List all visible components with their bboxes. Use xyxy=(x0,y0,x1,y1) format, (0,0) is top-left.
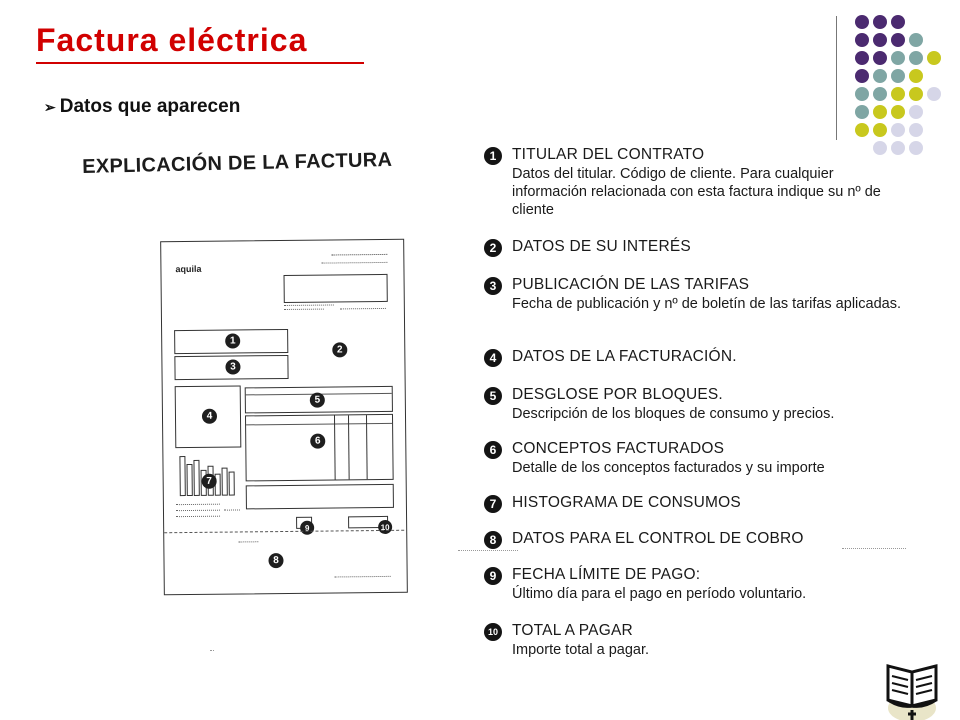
vertical-divider xyxy=(836,16,837,140)
decorative-dot xyxy=(891,15,905,29)
decorative-dot xyxy=(873,69,887,83)
book-icon xyxy=(882,656,944,720)
legend-heading: TOTAL A PAGAR xyxy=(512,622,633,639)
legend-heading: TITULAR DEL CONTRATO xyxy=(512,146,705,163)
decorative-dot xyxy=(891,69,905,83)
legend-heading: FECHA LÍMITE DE PAGO: xyxy=(512,566,701,583)
invoice-section-tarifas xyxy=(174,355,288,380)
decorative-dot xyxy=(855,33,869,47)
decorative-dot xyxy=(927,87,941,101)
decorative-dot xyxy=(909,123,923,137)
legend-heading: DESGLOSE POR BLOQUES. xyxy=(512,386,723,403)
decorative-dot xyxy=(909,69,923,83)
decorative-dot xyxy=(855,105,869,119)
decorative-dot xyxy=(909,141,923,155)
invoice-section-facturacion xyxy=(175,385,242,448)
histogram-bar xyxy=(193,460,199,496)
invoice-header-line xyxy=(331,254,387,256)
invoice-section-conceptos xyxy=(245,414,394,482)
invoice-marker: 1 xyxy=(225,333,240,348)
legend-description: Importe total a pagar. xyxy=(512,642,650,658)
invoice-marker: 2 xyxy=(332,342,347,357)
invoice-marker: 8 xyxy=(268,553,283,568)
decorative-dot xyxy=(909,105,923,119)
invoice-dotted-line xyxy=(176,510,220,511)
scan-artifact xyxy=(842,548,906,549)
invoice-dotted-line xyxy=(284,309,324,310)
invoice-dotted-line xyxy=(321,262,387,264)
decorative-dot xyxy=(927,51,941,65)
legend-number-badge: 2 xyxy=(484,239,502,257)
decorative-dot xyxy=(873,141,887,155)
invoice-marker: 3 xyxy=(225,359,240,374)
bullet-text: Datos que aparecen xyxy=(59,96,241,117)
decorative-dot xyxy=(855,123,869,137)
decorative-dot xyxy=(891,105,905,119)
legend-description: Último día para el pago en período voluntario. xyxy=(512,586,807,602)
invoice-diagram xyxy=(160,239,408,596)
invoice-section-bloques xyxy=(245,386,393,414)
legend-heading: DATOS DE SU INTERÉS xyxy=(512,238,691,255)
legend-heading: DATOS PARA EL CONTROL DE COBRO xyxy=(512,530,804,547)
arrow-bullet-icon: ➢ xyxy=(44,98,56,115)
decorative-dot xyxy=(873,51,887,65)
legend-number-badge: 1 xyxy=(484,147,502,165)
legend-description: Detalle de los conceptos facturados y su importe xyxy=(512,460,825,476)
decorative-dot xyxy=(855,15,869,29)
bullet-item xyxy=(44,96,240,118)
invoice-section-titular xyxy=(174,329,288,354)
decorative-dot xyxy=(873,105,887,119)
decorative-dot xyxy=(909,87,923,101)
scan-heading: EXPLICACIÓN DE LA FACTURA xyxy=(82,148,393,178)
decorative-dot xyxy=(891,51,905,65)
decorative-dot xyxy=(891,141,905,155)
invoice-marker: 9 xyxy=(300,521,314,535)
legend-number-badge: 3 xyxy=(484,277,502,295)
legend-number-badge: 10 xyxy=(484,623,502,641)
legend-heading: CONCEPTOS FACTURADOS xyxy=(512,440,725,457)
invoice-marker: 4 xyxy=(202,409,217,424)
invoice-logo: aquila xyxy=(175,263,202,275)
slide-title: Factura eléctrica xyxy=(36,22,308,58)
decorative-dot xyxy=(891,33,905,47)
scan-artifact xyxy=(458,550,518,551)
decorative-dot xyxy=(891,87,905,101)
invoice-marker: 10 xyxy=(378,520,392,534)
decorative-dot xyxy=(855,87,869,101)
table-cell xyxy=(366,415,368,479)
legend-number-badge: 7 xyxy=(484,495,502,513)
legend-heading: PUBLICACIÓN DE LAS TARIFAS xyxy=(512,276,750,293)
invoice-marker: 7 xyxy=(202,474,217,489)
invoice-marker: 5 xyxy=(310,393,325,408)
legend-description: Descripción de los bloques de consumo y precios. xyxy=(512,406,835,422)
legend-number-badge: 8 xyxy=(484,531,502,549)
legend-number-badge: 9 xyxy=(484,567,502,585)
decorative-dot xyxy=(891,123,905,137)
legend-description: Datos del titular. Código de cliente. Para cualquier información relacionada con esta factura indique su nº de cliente xyxy=(512,166,881,218)
legend-number-badge: 4 xyxy=(484,349,502,367)
legend-description: Fecha de publicación y nº de boletín de las tarifas aplicadas. xyxy=(512,296,901,312)
table-cell xyxy=(348,415,350,479)
decorative-dot xyxy=(873,15,887,29)
invoice-histogram xyxy=(177,455,239,496)
decorative-dot xyxy=(909,33,923,47)
invoice-address-box xyxy=(284,274,388,303)
decorative-dot xyxy=(873,33,887,47)
invoice-marker: 6 xyxy=(310,434,325,449)
invoice-dotted-line xyxy=(238,541,258,542)
histogram-bar xyxy=(229,472,235,496)
legend-number-badge: 5 xyxy=(484,387,502,405)
invoice-dotted-line xyxy=(340,308,386,309)
invoice-dotted-line xyxy=(176,504,220,505)
decorative-dot xyxy=(873,87,887,101)
histogram-bar xyxy=(222,468,228,496)
invoice-dotted-line xyxy=(176,516,220,517)
invoice-section-pago xyxy=(246,484,394,510)
decorative-dot xyxy=(855,51,869,65)
decorative-dot xyxy=(855,69,869,83)
histogram-bar xyxy=(179,456,185,496)
cut-line xyxy=(164,530,404,534)
table-cell xyxy=(334,415,336,479)
scan-artifact xyxy=(210,650,214,651)
invoice-dotted-line xyxy=(335,576,391,578)
invoice-dotted-line xyxy=(224,509,240,510)
decorative-dot xyxy=(909,51,923,65)
legend-number-badge: 6 xyxy=(484,441,502,459)
invoice-dotted-line xyxy=(284,304,334,306)
legend-heading: HISTOGRAMA DE CONSUMOS xyxy=(512,494,741,511)
histogram-bar xyxy=(186,464,192,496)
title-underline xyxy=(36,62,364,64)
decorative-dot xyxy=(873,123,887,137)
table-rule xyxy=(246,423,392,426)
legend-heading: DATOS DE LA FACTURACIÓN. xyxy=(512,348,737,365)
